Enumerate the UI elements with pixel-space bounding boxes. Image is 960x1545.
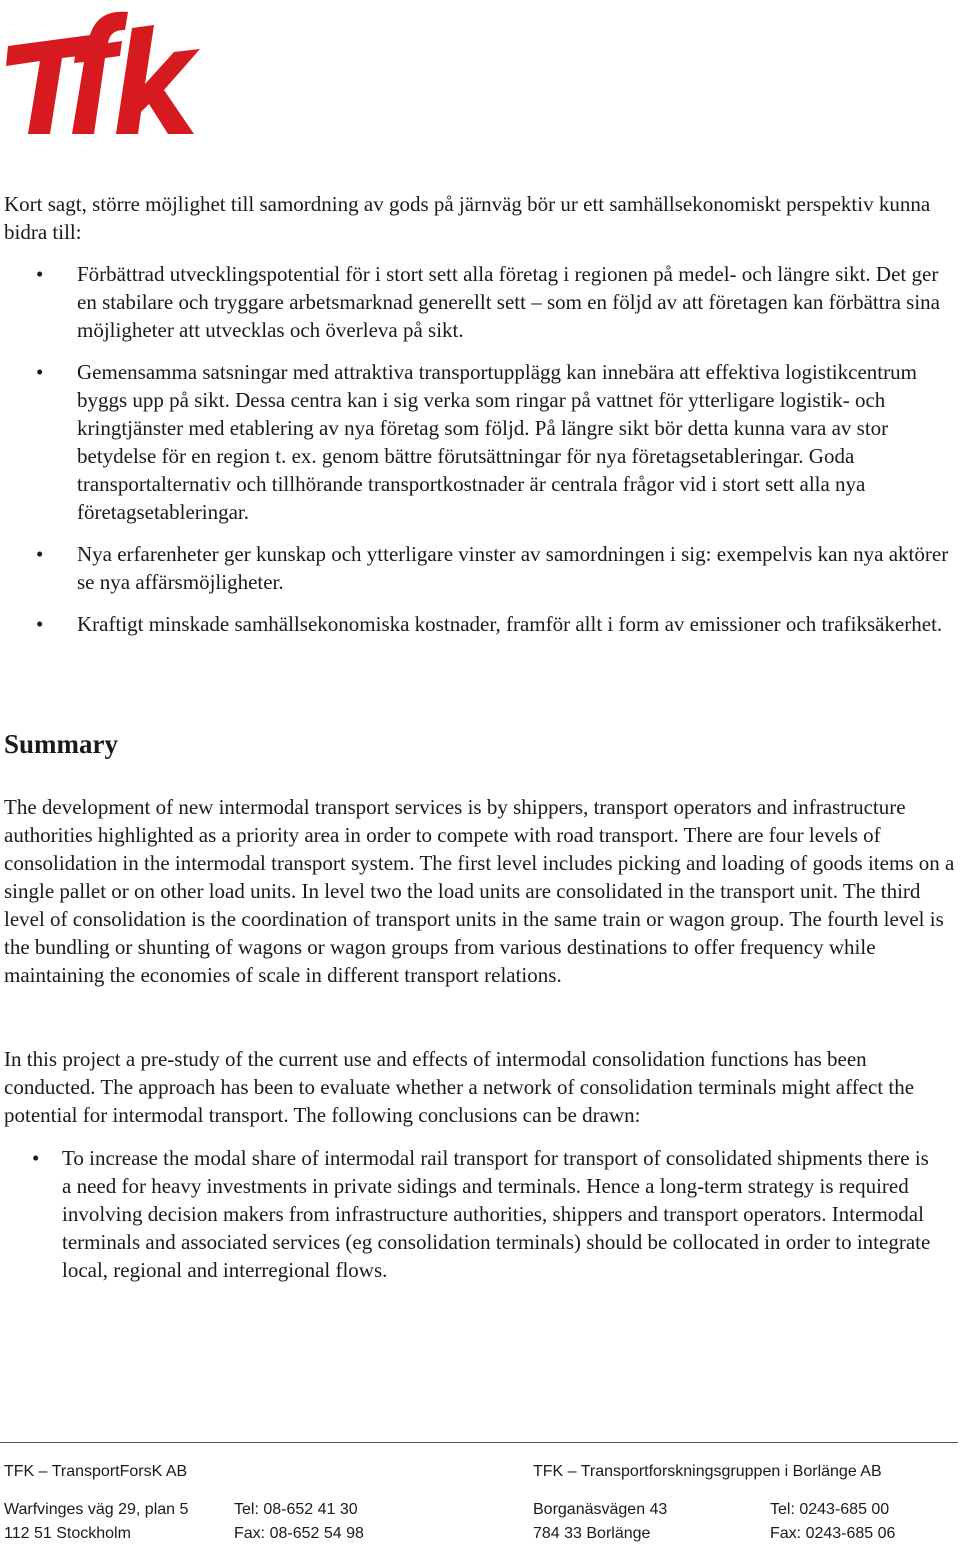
intro-paragraph: Kort sagt, större möjlighet till samordning av gods på järnväg bör ur ett samhällsekonomiskt perspektiv kunna bidra till:: [4, 192, 931, 244]
footer-left-tel: Tel: 08-652 41 30: [234, 1501, 358, 1518]
footer-left-org: TFK – TransportForsK AB: [4, 1463, 188, 1480]
swedish-bullet-list: [0, 260, 960, 652]
footer-left-address-street: Warfvinges väg 29, plan 5: [4, 1501, 189, 1518]
bullet-icon: •: [36, 542, 44, 566]
footer-right-fax: Fax: 0243-685 06: [770, 1525, 896, 1542]
summary-paragraph-2: In this project a pre-study of the current use and effects of intermodal consolidation functions has been conducted. The approach has been to evaluate whether a network of consolidation terminals might affect the potential for intermodal transport. The following conclusions can be drawn:: [4, 1047, 915, 1127]
list-item: • To increase the modal share of intermodal rail transport for transport of consolidated shipments there is a need for heavy investments in private sidings and terminals. Hence a long-term strategy is required involving decision makers from infrastructure authorities, shippers and transport operators. Intermodal terminals and associated services (eg consolidation terminals) should be collocated in order to integrate local, regional and interregional flows.: [32, 1146, 931, 1282]
list-item: • Förbättrad utvecklingspotential för i stort sett alla företag i regionen på medel- och längre sikt. Det ger en stabilare och tryggare arbetsmarknad generellt sett – som en följd av att företagen kan förbättra sina möjligheter att utvecklas och överleva på sikt.: [36, 262, 940, 342]
footer-left-address-city: 112 51 Stockholm: [4, 1525, 131, 1542]
footer-divider: [0, 1442, 958, 1443]
list-item: • Kraftigt minskade samhällsekonomiska kostnader, framför allt i form av emissioner och trafiksäkerhet.: [36, 612, 943, 636]
footer-right-address-city: 784 33 Borlänge: [533, 1525, 651, 1542]
footer-left-fax: Fax: 08-652 54 98: [234, 1525, 364, 1542]
bullet-icon: •: [36, 360, 44, 384]
summary-paragraph-1: The development of new intermodal transport services is by shippers, transport operators and infrastructure authorities highlighted as a priority area in order to compete with road transport. There are four levels of consolidation in the intermodal transport system. The first level includes picking and loading of goods items on a single pallet or on other load units. In level two the load units are consolidated in the transport unit. The third level of consolidation is the coordination of transport units in the same train or wagon group. The fourth level is the bundling or shunting of wagons or wagon groups from various destinations to offer frequency while maintaining the economies of scale in different transport relations.: [4, 795, 955, 987]
bullet-icon: •: [36, 612, 44, 636]
footer-right-tel: Tel: 0243-685 00: [770, 1501, 890, 1518]
tfk-logo: [4, 4, 200, 136]
bullet-icon: •: [32, 1146, 40, 1170]
footer-right-org: TFK – Transportforskningsgruppen i Borlänge AB: [533, 1463, 882, 1480]
footer-right-address-street: Borganäsvägen 43: [533, 1501, 668, 1518]
list-item: • Gemensamma satsningar med attraktiva transportupplägg kan innebära att effektiva logistikcentrum byggs upp på sikt. Dessa centra kan i sig verka som ringar på vattnet för ytterligare logistik- och kringtjänster med etablering av nya företag som följd. På längre sikt bör detta kunna vara av stor betydelse för en region t. ex. genom bättre förutsättningar för nya företagsetableringar. Goda transportalternativ och tillhörande transportkostnader är centrala frågor vid i stort sett alla nya företagsetableringar.: [36, 360, 917, 524]
english-bullet-list: [0, 1144, 960, 1284]
summary-heading: Summary: [4, 729, 118, 759]
bullet-icon: •: [36, 262, 44, 286]
list-item: • Nya erfarenheter ger kunskap och ytterligare vinster av samordningen i sig: exempelvis kan nya aktörer se nya affärsmöjligheter.: [36, 542, 949, 594]
